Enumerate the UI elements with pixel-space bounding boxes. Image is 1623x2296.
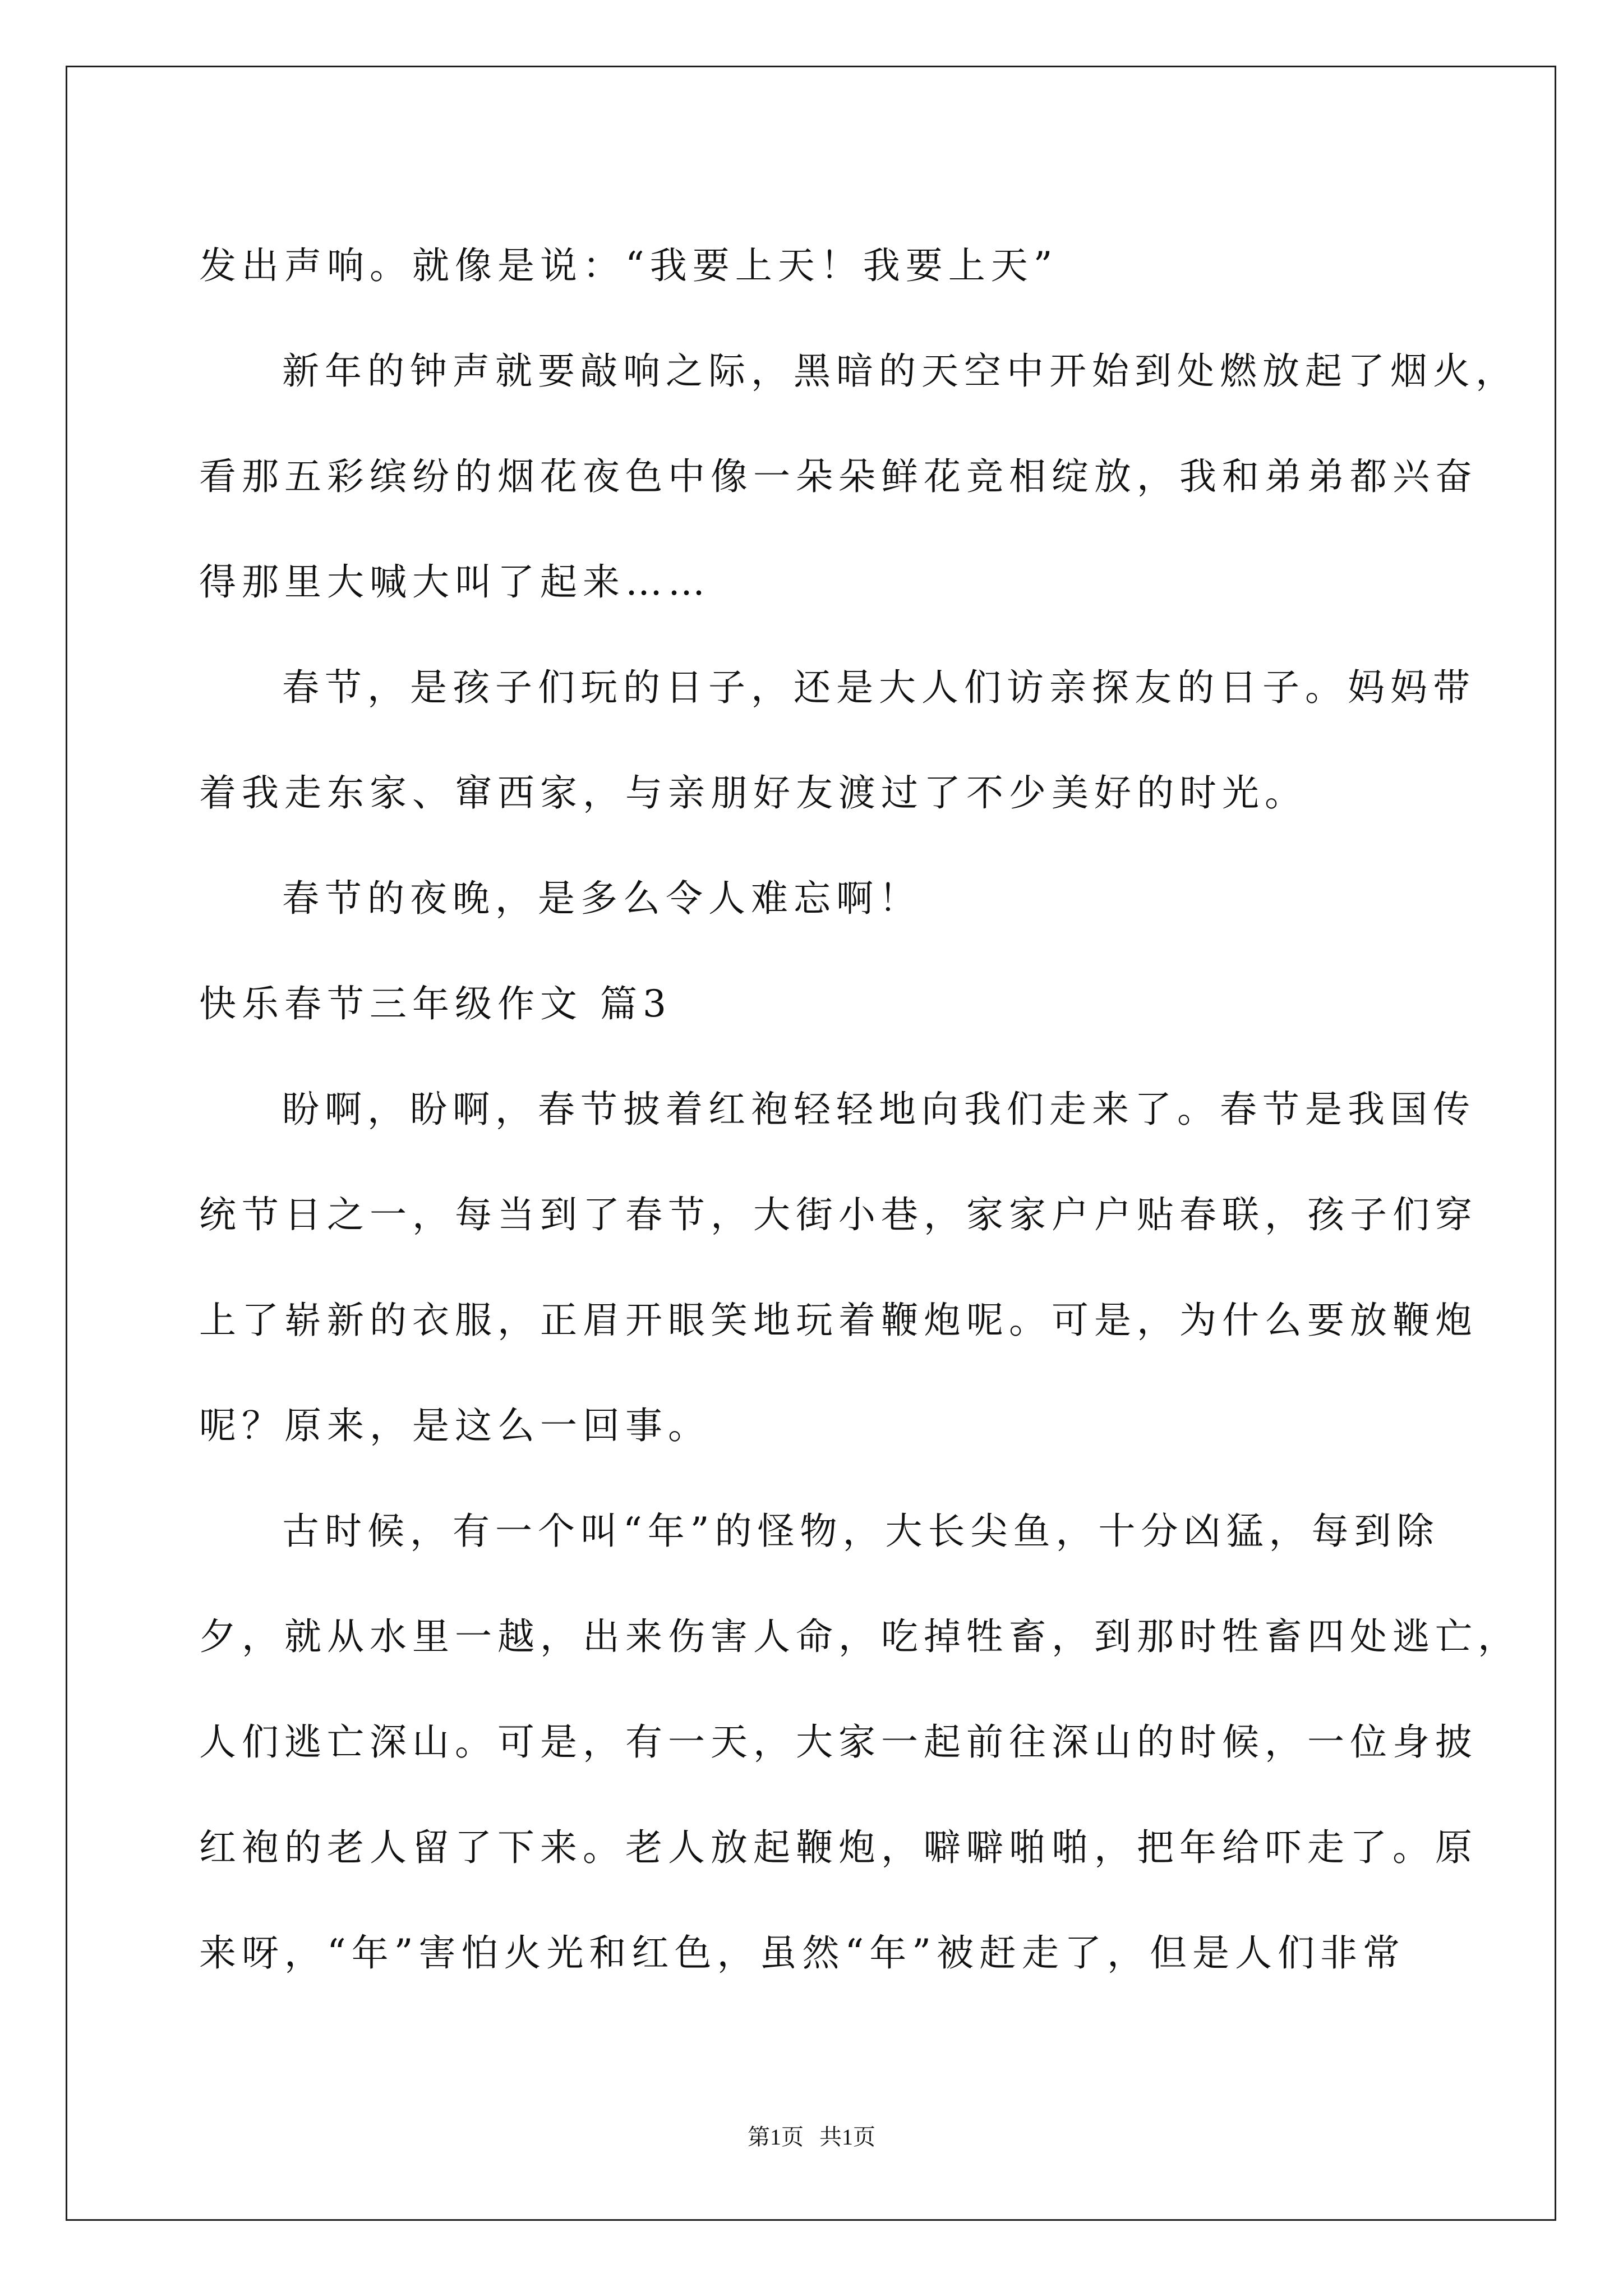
text-line-5: 春节，是孩子们玩的日子，还是大人们访亲探友的日子。妈妈带 — [282, 666, 1476, 709]
text-line-4: 得那里大喊大叫了起来…… — [199, 560, 711, 604]
section-heading: 快乐春节三年级作文 篇3 — [199, 982, 672, 1025]
text-line-10: 统节日之一，每当到了春节，大街小巷，家家户户贴春联，孩子们穿 — [199, 1193, 1478, 1236]
page-total: 共1页 — [819, 2124, 875, 2150]
text-line-1: 发出声响。就像是说：“我要上天！我要上天” — [199, 244, 1058, 287]
text-line-15: 人们逃亡深山。可是，有一天，大家一起前往深山的时候，一位身披 — [199, 1720, 1478, 1764]
text-line-7: 春节的夜晚，是多么令人难忘啊！ — [282, 877, 921, 920]
text-line-2: 新年的钟声就要敲响之际，黑暗的天空中开始到处燃放起了烟火， — [282, 349, 1518, 393]
text-line-6: 着我走东家、窜西家，与亲朋好友渡过了不少美好的时光。 — [199, 771, 1307, 815]
text-line-13: 古时候，有一个叫“年”的怪物，大长尖鱼，十分凶猛，每到除 — [282, 1510, 1440, 1553]
text-line-11: 上了崭新的衣服，正眉开眼笑地玩着鞭炮呢。可是，为什么要放鞭炮 — [199, 1299, 1478, 1342]
text-line-9: 盼啊，盼啊，春节披着红袍轻轻地向我们走来了。春节是我国传 — [282, 1088, 1476, 1131]
text-line-17: 来呀，“年”害怕火光和红色，虽然“年”被赶走了，但是人们非常 — [199, 1931, 1405, 1975]
text-line-12: 呢？原来，是这么一回事。 — [199, 1404, 711, 1447]
text-line-3: 看那五彩缤纷的烟花夜色中像一朵朵鲜花竞相绽放，我和弟弟都兴奋 — [199, 455, 1478, 498]
page-number: 第1页 — [748, 2124, 804, 2150]
text-line-16: 红袍的老人留了下来。老人放起鞭炮，噼噼啪啪，把年给吓走了。原 — [199, 1826, 1478, 1869]
text-line-14: 夕，就从水里一越，出来伤害人命，吃掉牲畜，到那时牲畜四处逃亡， — [199, 1615, 1520, 1658]
document-body — [199, 213, 1520, 2006]
page-footer — [0, 2124, 1623, 2151]
